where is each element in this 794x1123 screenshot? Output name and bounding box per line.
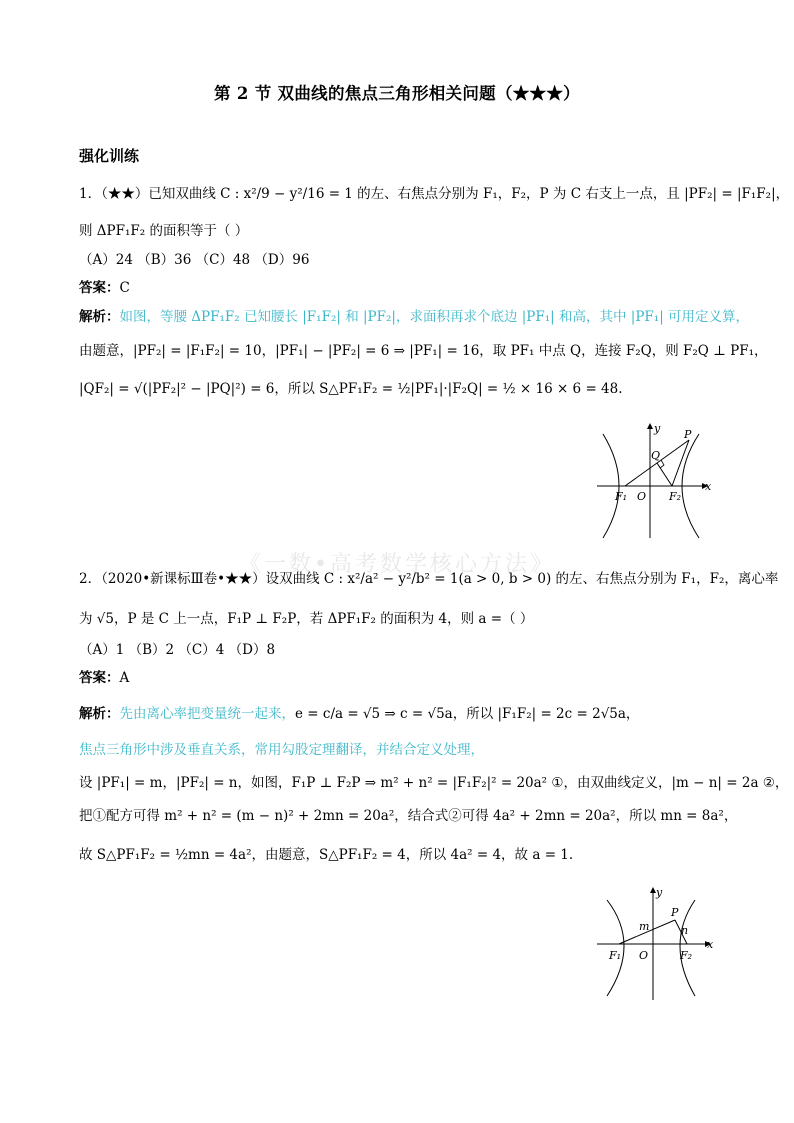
- q1-analysis-line-2: |QF₂| = √(|PF₂|² − |PQ|²) = 6，所以 S△PF₁F₂ = ½|PF₁|·|F₂Q| = ½ × 16 × 6 = 48.: [79, 381, 623, 397]
- q2-label-f2: F₂: [680, 949, 693, 962]
- q2-analysis-line-3: 把①配方可得 m² + n² = (m − n)² + 2mn = 20a²，结合式②可得 4a² + 2mn = 20a²，所以 mn = 8a²，: [79, 808, 738, 824]
- q2-options: （A）1 （B）2 （C）4 （D）8: [79, 642, 276, 658]
- q2-answer-value: A: [119, 670, 130, 686]
- q1-right-angle-mark: [660, 460, 664, 468]
- q2-stem-line-2: 为 √5，P 是 C 上一点，F₁P ⊥ F₂P，若 ΔPF₁F₂ 的面积为 4，则 a =（ ）: [79, 611, 534, 627]
- q1-analysis-hint-text: 如图，等腰 ΔPF₁F₂ 已知腰长 |F₁F₂| 和 |PF₂|，求面积再求个底边 |PF₁| 和高，其中 |PF₁| 可用定义算，: [119, 309, 750, 325]
- q1-analysis-line-1: 由题意，|PF₂| = |F₁F₂| = 10，|PF₁| − |PF₂| = 6 ⇒ |PF₁| = 16，取 PF₁ 中点 Q，连接 F₂Q，则 F₂Q ⊥ PF₁，: [79, 343, 768, 359]
- q2-stem-line-1: 2．（2020•新课标Ⅲ卷•★★）设双曲线 C : x²/a² − y²/b² = 1(a > 0, b > 0) 的左、右焦点分别为 F₁，F₂，离心率: [79, 571, 779, 587]
- q1-label-f1: F₁: [615, 490, 628, 503]
- q1-label-q: Q: [651, 449, 661, 462]
- q2-right-branch: [680, 900, 695, 996]
- watermark: 《一数•高考数学核心方法》: [239, 552, 555, 577]
- q1-label-f2: F₂: [669, 490, 682, 503]
- q2-answer: [79, 668, 129, 688]
- q2-analysis-line-2: 设 |PF₁| = m，|PF₂| = n，如图，F₁P ⊥ F₂P ⇒ m² + n² = |F₁F₂|² = 20a² ①，由双曲线定义，|m − n| = 2a ②，: [79, 775, 789, 791]
- q2-left-branch: [607, 900, 624, 996]
- q2-label-f1: F₁: [609, 949, 622, 962]
- q1-answer: [79, 278, 130, 298]
- q1-options: （A）24 （B）36 （C）48 （D）96: [79, 252, 310, 268]
- q2-label-m: m: [639, 920, 650, 933]
- q1-analysis-label: 解析：: [79, 309, 120, 325]
- q2-figure: [595, 884, 720, 1004]
- q2-label-o: O: [639, 949, 649, 962]
- q2-analysis-hint-1: 先由离心率把变量统一起来，: [119, 706, 295, 722]
- q1-analysis-hint: [79, 307, 749, 327]
- q2-label-y: y: [656, 886, 663, 899]
- q1-figure: [595, 420, 720, 540]
- q2-analysis-line-1: [79, 704, 639, 724]
- q2-analysis-line-1-rest: e = c/a = √5 ⇒ c = √5a，所以 |F₁F₂| = 2c = 2√5a，: [295, 706, 640, 722]
- q2-analysis-line-4: 故 S△PF₁F₂ = ½mn = 4a²，由题意，S△PF₁F₂ = 4，所以 4a² = 4，故 a = 1.: [79, 847, 574, 863]
- q1-stem-line-2: 则 ΔPF₁F₂ 的面积等于（ ）: [79, 223, 249, 239]
- q2-answer-label: 答案：: [79, 670, 120, 686]
- q1-answer-value: C: [119, 280, 130, 296]
- q1-label-p: P: [684, 428, 692, 441]
- page-title: 第 2 节 双曲线的焦点三角形相关问题（★★★）: [214, 84, 580, 103]
- q2-analysis-label: 解析：: [79, 706, 120, 722]
- q1-answer-label: 答案：: [79, 280, 120, 296]
- q1-segment-qf2: [657, 463, 672, 486]
- q1-label-y: y: [654, 422, 661, 435]
- section-title: 强化训练: [79, 147, 140, 165]
- q1-label-x: x: [705, 480, 712, 493]
- q2-label-x: x: [707, 938, 714, 951]
- q2-label-p: P: [671, 906, 679, 919]
- q1-stem-line-1: 1．（★★）已知双曲线 C : x²/9 − y²/16 = 1 的左、右焦点分别为 F₁，F₂，P 为 C 右支上一点，且 |PF₂| = |F₁F₂|，: [79, 186, 790, 202]
- q1-segment-pf2: [672, 440, 689, 486]
- q2-label-n: n: [681, 924, 689, 937]
- q2-analysis-hint-2: 焦点三角形中涉及垂直关系，常用勾股定理翻译，并结合定义处理，: [79, 742, 484, 758]
- q1-label-o: O: [637, 490, 647, 503]
